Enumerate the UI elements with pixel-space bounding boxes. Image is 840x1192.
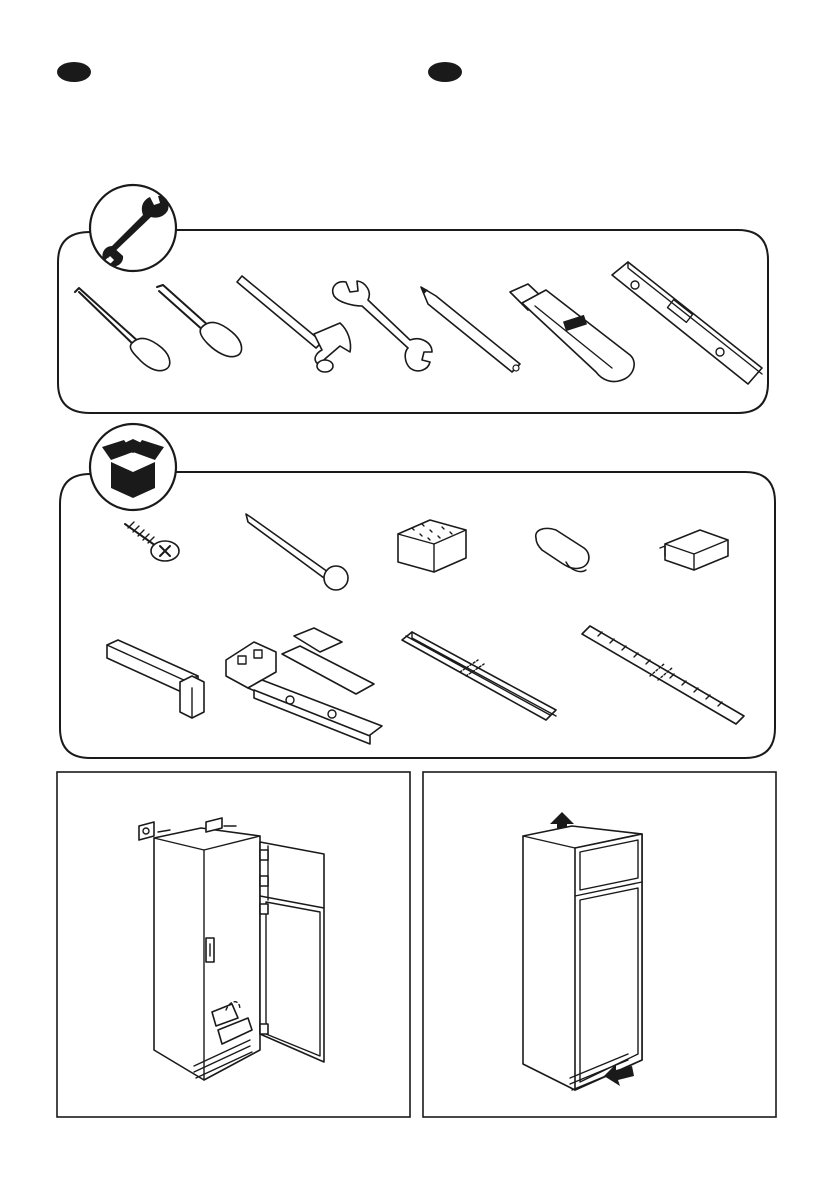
open-end-wrench-icon — [333, 281, 432, 371]
nail-icon — [246, 514, 348, 590]
corner-bracket-icon — [107, 640, 204, 718]
wrench-icon — [90, 185, 176, 271]
phillips-screwdriver-icon — [157, 285, 242, 357]
package-box-icon — [90, 424, 176, 510]
flat-screwdriver-icon — [75, 288, 170, 371]
spacer-block-icon — [398, 520, 466, 572]
screw-icon — [125, 522, 179, 561]
hinge-plate-set-icon — [226, 628, 382, 744]
pencil-icon — [421, 287, 520, 372]
guide-rail-icon — [402, 632, 556, 720]
fridge-closed-figure — [423, 772, 776, 1117]
cover-cap-icon — [660, 530, 728, 570]
fridge-door-open-figure — [57, 772, 410, 1117]
tools-panel — [58, 185, 768, 413]
hinge-cover-icon — [536, 528, 589, 571]
utility-knife-icon — [510, 284, 634, 382]
perforated-strip-icon — [582, 626, 744, 724]
parts-panel — [60, 424, 775, 758]
